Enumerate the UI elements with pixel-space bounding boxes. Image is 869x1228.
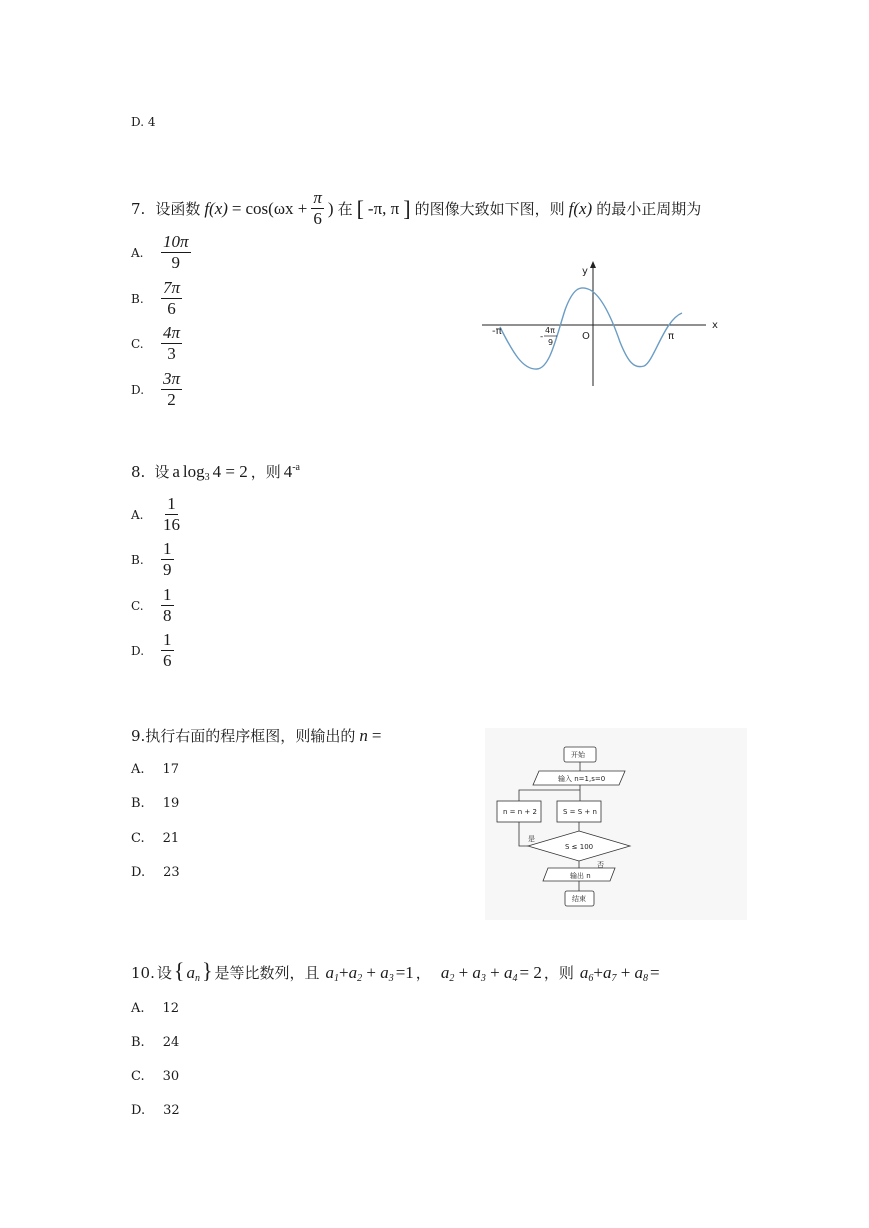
q8-stem (131, 458, 300, 488)
q8-option-a (131, 494, 182, 535)
q10-number: 10. (131, 964, 155, 982)
q10-option-b (131, 1033, 179, 1053)
left-bracket: [ (356, 195, 364, 221)
q7-close: ) (327, 198, 334, 218)
option-value: 24 (162, 1035, 180, 1050)
option-label: D. (131, 382, 145, 397)
frac-den: 6 (163, 651, 172, 670)
q7-option-a (131, 232, 191, 273)
q8-option-d (131, 630, 174, 671)
flowchart-background (485, 728, 747, 920)
option-label: A. (131, 245, 144, 260)
q7-frac-den: 6 (313, 209, 322, 228)
q7-fraction (311, 188, 324, 229)
option-label: B. (131, 1035, 145, 1050)
option-label: C. (131, 598, 144, 613)
option-label: D. (131, 865, 146, 880)
frac-num: 1 (163, 585, 172, 604)
q9-option-a (131, 760, 179, 780)
frac-num: 1 (163, 539, 172, 558)
frac-den: 6 (167, 299, 176, 318)
q7-mid: 的图像大致如下图，则 (414, 199, 565, 218)
frac-den: 8 (163, 606, 172, 625)
pi-label: π (668, 331, 675, 342)
cosine-curve (500, 288, 682, 369)
frac-num: 10π (163, 232, 189, 251)
q7-option-c (131, 323, 182, 364)
q7-number: 7. (131, 199, 146, 218)
frac-num: 1 (167, 494, 176, 513)
right-bracket: ] (403, 195, 411, 221)
q8-a: a (172, 462, 180, 481)
option-label: D. (131, 1103, 146, 1118)
option-label: A. (131, 507, 144, 522)
option-value: 19 (162, 796, 180, 811)
frac-den: 9 (163, 560, 172, 579)
q7-option-b (131, 278, 182, 319)
x-label: x (712, 320, 718, 331)
q10-prefix: 设 (156, 964, 172, 982)
q7-eq: = (231, 198, 242, 218)
q7-cos: cos(ωx + (245, 198, 308, 218)
q7-prefix: 设函数 (155, 199, 201, 218)
option-label: A. (131, 762, 145, 777)
q7-func: f(x) (204, 198, 228, 218)
yes-label: 是 (528, 835, 535, 843)
q9-option-b (131, 794, 179, 814)
frac-den: 2 (167, 390, 176, 409)
frac-den: 16 (163, 515, 180, 534)
frac-num: 4π (163, 323, 181, 342)
option-label: B. (131, 291, 144, 306)
option-value: 21 (162, 831, 180, 846)
q9-flowchart (485, 728, 747, 920)
mark-num: 4π (545, 326, 555, 335)
q7-in: 在 (337, 199, 353, 218)
update-n-label: n = n + 2 (503, 808, 537, 816)
y-axis-arrow (590, 261, 596, 268)
q10-option-a (131, 999, 179, 1019)
option-label: B. (131, 552, 144, 567)
q9-option-d (131, 863, 180, 883)
y-label: y (582, 266, 588, 277)
q9-option-c (131, 829, 179, 849)
q10-sep2: ，则 (543, 964, 574, 982)
q9-stem (131, 726, 381, 746)
q10-text1: 是等比数列，且 (214, 964, 320, 982)
input-label: 输入 n=1,s=0 (558, 775, 606, 783)
update-s-label: S = S + n (563, 808, 597, 816)
q7-option-d (131, 369, 182, 410)
no-label: 否 (597, 861, 604, 869)
q10-sum2: $a_2 + a_3 + a_4$ (440, 963, 518, 984)
q10-stem (131, 958, 660, 989)
option-value: 12 (162, 1001, 180, 1016)
condition-label: S ≤ 100 (565, 843, 594, 851)
option-label: C. (131, 1069, 145, 1084)
q8-log: log (182, 462, 205, 481)
q6-option-d: D. 4 (131, 115, 156, 129)
option-label: C. (131, 831, 145, 846)
right-brace: } (201, 958, 213, 983)
option-label: A. (131, 1001, 145, 1016)
q8-option-b (131, 539, 174, 580)
mark-sign: - (540, 332, 544, 342)
frac-den: 3 (167, 344, 176, 363)
q10-cond1: =1 (395, 963, 414, 982)
q8-sep: ，则 (250, 463, 281, 481)
q9-var: n (359, 726, 368, 745)
start-label: 开始 (571, 751, 585, 759)
q10-seq-sub: n (194, 973, 200, 984)
q7-func2: f(x) (568, 198, 593, 218)
q10-tail: = (650, 963, 660, 982)
end-label: 结束 (572, 895, 586, 903)
q8-pow-base: 4 (283, 462, 293, 481)
left-brace: { (173, 958, 185, 983)
q10-sum3: $a_6+a_7 + a_8$ (579, 963, 649, 984)
frac-den: 9 (171, 253, 181, 272)
q8-prefix: 设 (154, 463, 170, 481)
q7-interval: -π, π (367, 198, 400, 218)
q10-cond2: = 2 (519, 963, 542, 982)
option-value: 17 (162, 762, 180, 777)
q10-sum1: $a_1+a_2 + a_3$ (325, 963, 394, 984)
mark-den: 9 (548, 338, 554, 347)
q10-seq: a (186, 963, 195, 982)
q10-sep1: ， (415, 964, 431, 982)
q8-log-base: 3 (204, 472, 210, 483)
option-value: 32 (163, 1103, 180, 1118)
option-label: D. (131, 643, 145, 658)
q8-pow-exp: -a (292, 462, 300, 473)
q9-eq: = (371, 726, 382, 745)
frac-num: 1 (163, 630, 172, 649)
q10-option-c (131, 1067, 179, 1087)
origin-label: O (582, 331, 590, 342)
q10-option-d (131, 1101, 180, 1121)
neg-pi-label: -π (492, 326, 502, 337)
q8-number: 8. (131, 463, 146, 481)
q7-stem (131, 188, 701, 229)
output-label: 输出 n (570, 872, 591, 880)
q7-frac-num: π (313, 188, 322, 207)
frac-num: 7π (163, 278, 181, 297)
option-value: 30 (162, 1069, 180, 1084)
q9-stem-text: 9.执行右面的程序框图，则输出的 (131, 727, 356, 745)
frac-num: 3π (163, 369, 181, 388)
option-label: B. (131, 796, 145, 811)
q8-rest: 4 = 2 (212, 462, 248, 481)
option-value: 23 (163, 865, 180, 880)
q7-suffix: 的最小正周期为 (596, 199, 702, 218)
q8-option-c (131, 585, 174, 626)
option-label: C. (131, 336, 144, 351)
q7-cosine-graph (478, 258, 728, 390)
